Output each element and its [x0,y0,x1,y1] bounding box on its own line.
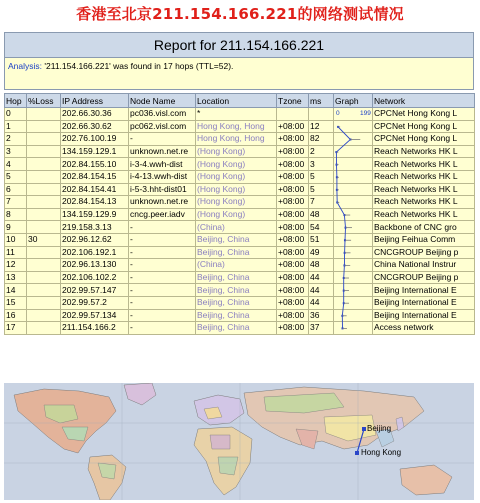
page-title: 香港至北京211.154.166.221的网络测试情况 [76,5,404,23]
graph-cell [334,196,373,209]
tzone-cell: +08:00 [277,296,309,309]
hop-table [4,93,475,335]
location-cell: Beijing, China [196,271,277,284]
tzone-cell: +08:00 [277,120,309,133]
network-cell: Reach Networks HK L [373,170,475,183]
network-cell: Backbone of CNC gro [373,221,475,234]
graph-cell [334,183,373,196]
ms-cell: 37 [309,322,334,335]
region-north-africa [210,435,230,449]
tzone-cell: +08:00 [277,221,309,234]
ip-cell: 202.84.155.10 [61,158,129,171]
ip-cell: 202.106.192.1 [61,246,129,259]
location-cell: (Hong Kong) [196,145,277,158]
loss-cell [27,309,61,322]
ms-cell: 44 [309,284,334,297]
location-cell: (China) [196,221,277,234]
hop-row [5,133,475,146]
ip-cell: 134.159.129.9 [61,208,129,221]
graph-cell [334,170,373,183]
network-cell: CPCNet Hong Kong L [373,133,475,146]
loss-cell [27,120,61,133]
report-title-bar [4,32,474,58]
hop-row [5,120,475,133]
hop-cell: 2 [5,133,27,146]
tzone-cell: +08:00 [277,170,309,183]
tzone-cell: +08:00 [277,158,309,171]
hop-cell: 4 [5,158,27,171]
location-cell: (Hong Kong) [196,170,277,183]
location-cell: (China) [196,259,277,272]
network-cell: Beijing Feihua Comm [373,233,475,246]
network-cell: Beijing International E [373,296,475,309]
node-name-cell: - [129,233,196,246]
location-cell: Beijing, China [196,322,277,335]
hop-cell: 11 [5,246,27,259]
loss-cell [27,322,61,335]
hop-row [5,309,475,322]
graph-cell [334,322,373,335]
location-cell: Beijing, China [196,246,277,259]
ip-cell: 202.99.57.2 [61,296,129,309]
ms-cell: 36 [309,309,334,322]
location-cell: Hong Kong, Hong [196,120,277,133]
tzone-cell: +08:00 [277,259,309,272]
ms-cell: 48 [309,208,334,221]
loss-cell [27,158,61,171]
hop-row [5,284,475,297]
network-cell: CNCGROUP Beijing p [373,246,475,259]
location-cell: Beijing, China [196,233,277,246]
col-ip: IP Address [61,94,129,108]
graph-cell [334,271,373,284]
ip-cell: 202.99.57.147 [61,284,129,297]
ms-cell: 82 [309,133,334,146]
hop-row [5,145,475,158]
graph-cell [334,145,373,158]
loss-cell [27,284,61,297]
graph-cell [334,296,373,309]
ms-cell: 54 [309,221,334,234]
node-name-cell: i-3-4.wwh-dist [129,158,196,171]
ip-cell: 202.66.30.36 [61,108,129,121]
loss-cell [27,246,61,259]
ms-cell: 5 [309,183,334,196]
tzone-cell: +08:00 [277,208,309,221]
col-loss: %Loss [27,94,61,108]
loss-cell [27,133,61,146]
hop-cell: 17 [5,322,27,335]
graph-scale-max: 199 [359,109,371,117]
ip-cell: 202.96.13.130 [61,259,129,272]
col-graph: Graph [334,94,373,108]
node-name-cell: unknown.net.re [129,196,196,209]
network-cell: Reach Networks HK L [373,196,475,209]
hop-row [5,196,475,209]
hop-cell: 15 [5,296,27,309]
node-name-cell: - [129,284,196,297]
col-hop: Hop [5,94,27,108]
location-cell: (Hong Kong) [196,196,277,209]
node-name-cell: - [129,221,196,234]
hop-cell: 3 [5,145,27,158]
node-name-cell: - [129,322,196,335]
loss-cell [27,145,61,158]
location-cell: (Hong Kong) [196,208,277,221]
hop-cell: 16 [5,309,27,322]
location-cell: * [196,108,277,121]
node-name-cell: - [129,296,196,309]
ip-cell: 202.84.154.15 [61,170,129,183]
network-cell: China National Instrur [373,259,475,272]
graph-cell [334,158,373,171]
ip-cell: 202.99.57.134 [61,309,129,322]
node-name-cell: cncg.peer.iadv [129,208,196,221]
loss-cell [27,296,61,309]
node-name-cell: - [129,309,196,322]
hop-cell: 6 [5,183,27,196]
loss-cell [27,221,61,234]
ms-cell: 12 [309,120,334,133]
hongkong-marker [355,451,359,455]
location-cell: (Hong Kong) [196,183,277,196]
hop-cell: 7 [5,196,27,209]
ip-cell: 202.66.30.62 [61,120,129,133]
network-cell: Beijing International E [373,309,475,322]
network-cell: Reach Networks HK L [373,208,475,221]
hop-table-header [5,94,475,108]
loss-cell [27,208,61,221]
hop-cell: 14 [5,284,27,297]
world-map [4,383,474,500]
node-name-cell: - [129,246,196,259]
node-name-cell: - [129,271,196,284]
graph-cell [334,208,373,221]
node-name-cell: - [129,133,196,146]
ms-cell: 3 [309,158,334,171]
ms-cell: 2 [309,145,334,158]
ip-cell: 134.159.129.1 [61,145,129,158]
beijing-label: Beijing [367,424,392,433]
ms-cell: 44 [309,271,334,284]
hop-row [5,271,475,284]
hop-row [5,208,475,221]
network-cell: CNCGROUP Beijing p [373,271,475,284]
hop-row [5,158,475,171]
col-network: Network [373,94,475,108]
graph-cell [334,221,373,234]
ms-cell: 5 [309,170,334,183]
tzone-cell: +08:00 [277,196,309,209]
ms-cell: 44 [309,296,334,309]
node-name-cell: pc036.visl.com [129,108,196,121]
ip-cell: 202.106.102.2 [61,271,129,284]
col-node: Node Name [129,94,196,108]
ms-cell: 48 [309,259,334,272]
network-cell: Beijing International E [373,284,475,297]
col-location: Location [196,94,277,108]
tzone-cell [277,108,309,121]
hongkong-label: Hong Kong [361,448,402,457]
hop-cell: 5 [5,170,27,183]
loss-cell [27,196,61,209]
loss-cell [27,108,61,121]
tzone-cell: +08:00 [277,271,309,284]
col-tzone: Tzone [277,94,309,108]
location-cell: Hong Kong, Hong [196,133,277,146]
hop-row [5,108,475,121]
hop-cell: 1 [5,120,27,133]
hop-row [5,296,475,309]
graph-cell [334,120,373,133]
location-cell: Beijing, China [196,309,277,322]
loss-cell: 30 [27,233,61,246]
ms-cell [309,108,334,121]
hop-row [5,170,475,183]
tzone-cell: +08:00 [277,284,309,297]
loss-cell [27,259,61,272]
ip-cell: 202.84.154.41 [61,183,129,196]
ip-cell: 211.154.166.2 [61,322,129,335]
graph-cell [334,233,373,246]
ms-cell: 49 [309,246,334,259]
analysis-box [4,58,474,90]
tzone-cell: +08:00 [277,322,309,335]
analysis-text: '211.154.166.221' was found in 17 hops (TTL=52). [42,61,234,71]
network-cell: CPCNet Hong Kong L [373,108,475,121]
location-cell: Beijing, China [196,296,277,309]
ip-cell: 202.76.100.19 [61,133,129,146]
ms-cell: 51 [309,233,334,246]
world-map-svg [4,383,474,500]
hop-row [5,259,475,272]
graph-scale-min: 0 [335,109,340,117]
hop-row [5,183,475,196]
hop-cell: 12 [5,259,27,272]
hop-row [5,246,475,259]
node-name-cell: unknown.net.re [129,145,196,158]
network-cell: Reach Networks HK L [373,158,475,171]
beijing-marker [362,427,366,431]
location-cell: Beijing, China [196,284,277,297]
loss-cell [27,183,61,196]
graph-cell [334,259,373,272]
location-cell: (Hong Kong) [196,158,277,171]
hop-cell: 0 [5,108,27,121]
graph-cell [334,284,373,297]
network-cell: Access network [373,322,475,335]
hop-row [5,221,475,234]
ip-cell: 202.84.154.13 [61,196,129,209]
tzone-cell: +08:00 [277,246,309,259]
node-name-cell: pc062.visl.com [129,120,196,133]
tzone-cell: +08:00 [277,309,309,322]
network-cell: Reach Networks HK L [373,145,475,158]
graph-cell [334,133,373,146]
network-cell: CPCNet Hong Kong L [373,120,475,133]
graph-cell [334,246,373,259]
ip-cell: 219.158.3.13 [61,221,129,234]
tzone-cell: +08:00 [277,145,309,158]
loss-cell [27,170,61,183]
hop-row [5,233,475,246]
loss-cell [27,271,61,284]
hop-cell: 13 [5,271,27,284]
col-ms: ms [309,94,334,108]
tzone-cell: +08:00 [277,133,309,146]
node-name-cell: i-5-3.hht-dist01 [129,183,196,196]
report-title: Report for 211.154.166.221 [153,37,325,53]
graph-cell [334,309,373,322]
node-name-cell: i-4-13.wwh-dist [129,170,196,183]
hop-cell: 9 [5,221,27,234]
analysis-label: Analysis: [8,61,43,71]
graph-cell [334,108,373,121]
hop-cell: 8 [5,208,27,221]
hop-cell: 10 [5,233,27,246]
ms-cell: 7 [309,196,334,209]
hop-row [5,322,475,335]
node-name-cell: - [129,259,196,272]
network-cell: Reach Networks HK L [373,183,475,196]
tzone-cell: +08:00 [277,183,309,196]
tzone-cell: +08:00 [277,233,309,246]
ip-cell: 202.96.12.62 [61,233,129,246]
